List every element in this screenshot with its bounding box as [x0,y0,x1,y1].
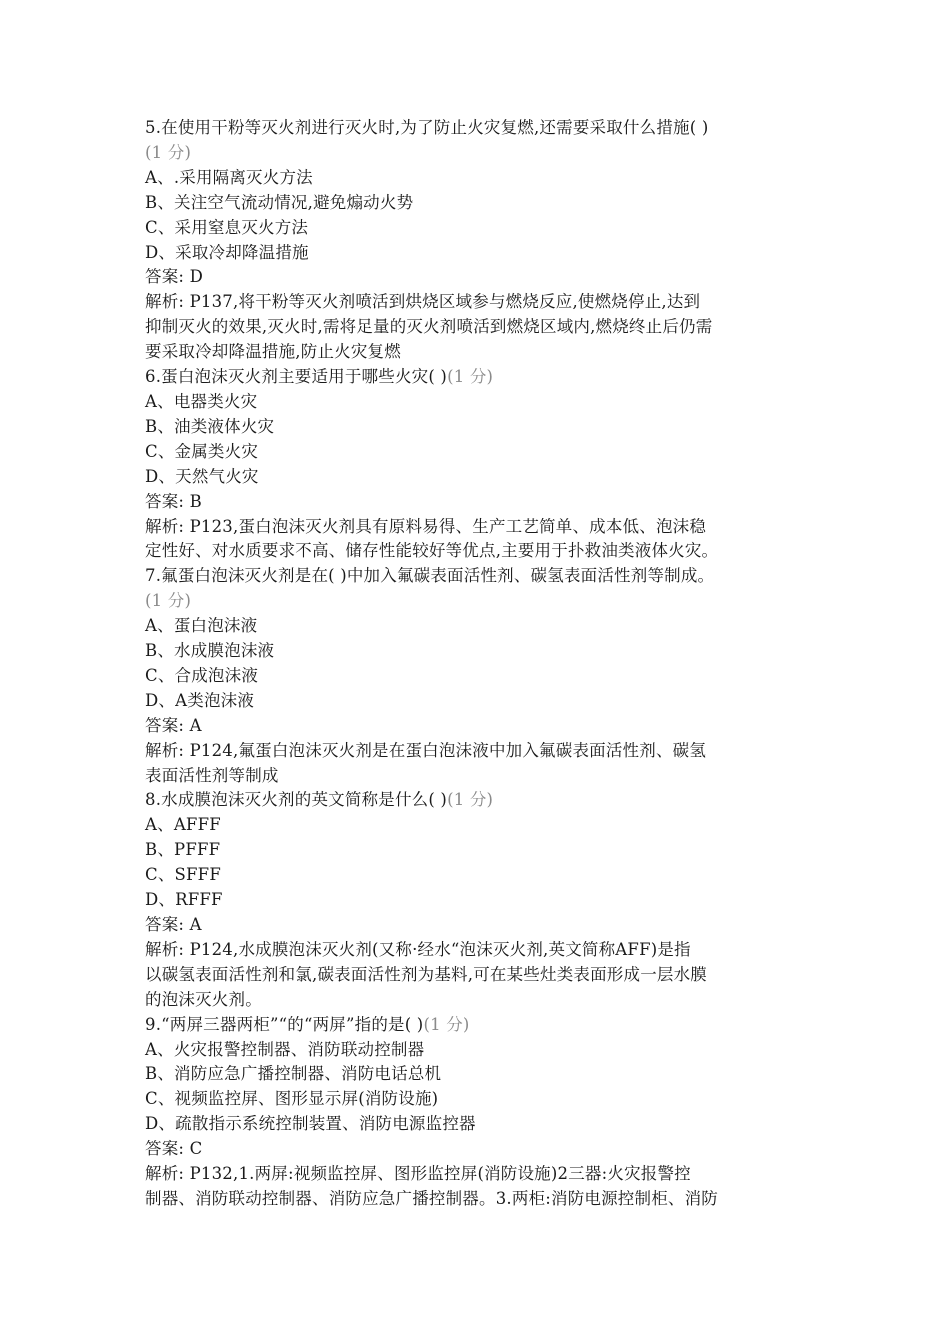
option-b: B、油类液体火灾 [145,416,275,436]
option-a: A、电器类火灾 [145,391,258,411]
question-stem-with-score [145,1013,810,1038]
question-stem-with-score [145,365,810,390]
option-a: A、火灾报警控制器、消防联动控制器 [145,1039,425,1059]
question-score: (1 分) [447,367,494,387]
option-a: A、AFFF [145,815,221,835]
option-d: D、采取冷却降温措施 [145,242,309,262]
question-score: (1 分) [145,591,192,611]
analysis-line: 解析: P124,水成膜泡沫灭火剂(又称·经水“泡沫灭火剂,英文简称AFF)是指 [145,939,691,959]
answer: 答案: C [145,1139,203,1159]
question-9 [145,1013,810,1212]
option-c: C、合成泡沫液 [145,665,259,685]
question-6 [145,365,810,564]
option-c: C、金属类火灾 [145,441,259,461]
analysis-line: 表面活性剂等制成 [145,765,279,785]
option-b: B、消防应急广播控制器、消防电话总机 [145,1064,442,1084]
question-stem: 8.水成膜泡沫灭火剂的英文简称是什么( ) [145,790,448,810]
analysis-line: 制器、消防联动控制器、消防应急广播控制器。3.两柜:消防电源控制柜、消防 [145,1188,719,1208]
analysis-line: 解析: P132,1.两屏:视频监控屏、图形监控屏(消防设施)2三器:火灾报警控 [145,1164,691,1184]
question-stem: 9.“两屏三器两柜”“的“两屏”指的是( ) [145,1014,424,1034]
question-7 [145,564,810,788]
option-d: D、RFFF [145,890,223,910]
analysis-line: 解析: P124,氟蛋白泡沫灭火剂是在蛋白泡沫液中加入氟碳表面活性剂、碳氢 [145,740,707,760]
option-b: B、PFFF [145,840,221,860]
answer: 答案: A [145,715,202,735]
analysis-line: 要采取冷却降温措施,防止火灾复燃 [145,342,401,362]
option-a: A、蛋白泡沫液 [145,616,258,636]
question-stem-with-score [145,788,810,813]
option-c: C、视频监控屏、图形显示屏(消防设施) [145,1089,439,1109]
option-d: D、A类泡沫液 [145,690,255,710]
option-c: C、采用窒息灭火方法 [145,217,309,237]
analysis-line: 解析: P137,将干粉等灭火剂喷活到烘烧区域参与燃烧反应,使燃烧停止,达到 [145,292,701,312]
analysis-line: 解析: P123,蛋白泡沫灭火剂具有原料易得、生产工艺简单、成本低、泡沫稳 [145,516,707,536]
option-d: D、疏散指示系统控制装置、消防电源监控器 [145,1114,476,1134]
option-d: D、天然气火灾 [145,466,259,486]
question-5 [145,116,810,365]
analysis-line: 定性好、对水质要求不高、储存性能较好等优点,主要用于扑救油类液体火灾。 [145,541,719,561]
analysis-line: 的泡沫灭火剂。 [145,989,262,1009]
analysis-line: 抑制灭火的效果,灭火时,需将足量的灭火剂喷活到燃烧区域内,燃烧终止后仍需 [145,317,713,337]
question-score: (1 分) [423,1014,470,1034]
question-stem: 7.氟蛋白泡沫灭火剂是在( )中加入氟碳表面活性剂、碳氢表面活性剂等制成。 [145,566,715,586]
option-c: C、SFFF [145,865,221,885]
analysis-line: 以碳氢表面活性剂和氯,碳表面活性剂为基料,可在某些灶类表面形成一层水膜 [145,964,707,984]
answer: 答案: B [145,491,202,511]
answer: 答案: D [145,267,204,287]
option-b: B、水成膜泡沫液 [145,641,275,661]
question-score: (1 分) [145,142,192,162]
document-page [145,116,810,1212]
option-a: A、.采用隔离灭火方法 [145,167,313,187]
question-stem: 6.蛋白泡沫灭火剂主要适用于哪些火灾( ) [145,367,448,387]
answer: 答案: A [145,915,202,934]
question-stem: 5.在使用干粉等灭火剂进行灭火时,为了防止火灾复燃,还需要采取什么措施( ) [145,118,709,137]
question-8 [145,788,810,1012]
question-score: (1 分) [447,790,494,810]
option-b: B、关注空气流动情况,避免煽动火势 [145,192,414,212]
